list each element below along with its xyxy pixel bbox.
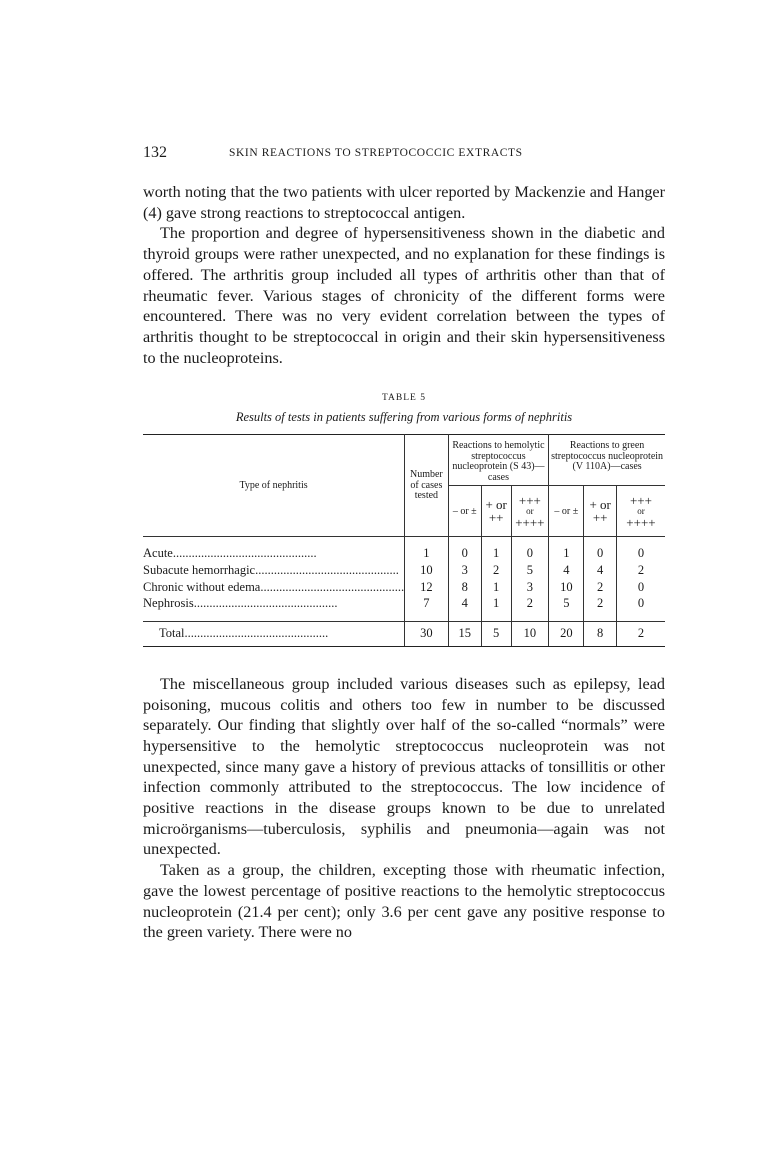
- cell-g-high: 0: [616, 537, 665, 563]
- cell-h-neg: 4: [448, 596, 481, 621]
- cell-number: 10: [405, 562, 449, 579]
- paragraph: worth noting that the two patients with ulcer reported by Mackenzie and Hanger (4) gave strong reactions to streptococcal antigen.: [143, 183, 665, 222]
- running-head: [143, 140, 665, 162]
- header-number: Number of cases tested: [405, 435, 449, 537]
- total-h-high: 10: [511, 621, 549, 646]
- cell-h-high: 0: [511, 537, 549, 563]
- table-caption: Results of tests in patients suffering from various forms of nephritis: [235, 410, 573, 425]
- header-sub-high-bottom: ++++: [626, 514, 656, 530]
- cell-g-neg: 10: [549, 579, 584, 596]
- running-title: SKIN REACTIONS TO STREPTOCOCCIC EXTRACTS: [229, 147, 523, 159]
- cell-g-high: 2: [616, 562, 665, 579]
- cell-h-high: 2: [511, 596, 549, 621]
- header-sub-high-top: +++: [629, 492, 652, 508]
- cell-h-mid: 1: [481, 596, 511, 621]
- table-row-type: Acute..............................................: [143, 546, 317, 561]
- header-sub-mid: + or ++: [584, 486, 616, 537]
- cell-h-neg: 0: [448, 537, 481, 563]
- cell-g-high: 0: [616, 596, 665, 621]
- total-h-neg: 15: [448, 621, 481, 646]
- body-text-top: [143, 182, 665, 368]
- total-g-mid: 8: [584, 621, 616, 646]
- cell-g-mid: 0: [584, 537, 616, 563]
- nephritis-table: [143, 434, 665, 647]
- header-type: Type of nephritis: [239, 480, 308, 492]
- paragraph: The proportion and degree of hypersensitiveness shown in the diabetic and thyroid groups were rather unexpected, and no explanation for these findings is offered. The arthritis group included all types of arthritis other than that of rheumatic fever. Various stages of chronicity of the different forms were encountered. There was no very evident correlation between the types of arthritis thought to be streptococcal in origin and their skin hypersensitiveness to the nucleoproteins.: [143, 224, 665, 367]
- cell-g-mid: 4: [584, 562, 616, 579]
- header-sub-high: [616, 486, 665, 537]
- cell-number: 12: [405, 579, 449, 596]
- total-h-mid: 5: [481, 621, 511, 646]
- cell-g-neg: 4: [549, 562, 584, 579]
- cell-g-neg: 5: [549, 596, 584, 621]
- cell-h-high: 3: [511, 579, 549, 596]
- cell-h-mid: 2: [481, 562, 511, 579]
- total-g-high: 2: [616, 621, 665, 646]
- cell-g-neg: 1: [549, 537, 584, 563]
- cell-number: 1: [405, 537, 449, 563]
- paragraph: The miscellaneous group included various diseases such as epilepsy, lead poisoning, mucous colitis and others too few in number to be discussed separately. Our finding that slightly over half of the so-called “normals” were hypersensitive to the hemolytic streptococcus nucleoprotein was not unexpected, since many gave a history of previous attacks of tonsillitis or other infection commonly attributed to the streptococcus. The low incidence of positive reactions in the disease groups known to be due to unrelated microörganisms—tuberculosis, syphilis and pneumonia—again was not unexpected.: [143, 674, 665, 859]
- cell-h-neg: 3: [448, 562, 481, 579]
- cell-g-mid: 2: [584, 596, 616, 621]
- cell-number: 7: [405, 596, 449, 621]
- header-sub-high-or: or: [637, 505, 645, 516]
- paragraph: Taken as a group, the children, excepting those with rheumatic infection, gave the lowest percentage of positive reactions to the hemolytic streptococcus nucleoprotein (21.4 per cent); only 3.6 per cent gave any positive response to the green variety. There were no: [143, 861, 665, 942]
- body-text-bottom: [143, 674, 665, 943]
- header-sub-neg: – or ±: [448, 486, 481, 537]
- table-total-label: Total..............................................: [143, 621, 405, 646]
- page: [143, 140, 665, 943]
- header-group-hemolytic: Reactions to hemolytic streptococcus nucleoprotein (S 43)—cases: [448, 435, 549, 486]
- table-row-type: Nephrosis..............................................: [143, 596, 338, 611]
- cell-g-high: 0: [616, 579, 665, 596]
- cell-h-neg: 8: [448, 579, 481, 596]
- header-group-green: Reactions to green streptococcus nucleoprotein (V 110A)—cases: [549, 435, 665, 486]
- header-sub-high: [511, 486, 549, 537]
- total-number: 30: [405, 621, 449, 646]
- cell-g-mid: 2: [584, 579, 616, 596]
- cell-h-high: 5: [511, 562, 549, 579]
- cell-h-mid: 1: [481, 537, 511, 563]
- header-sub-mid: + or ++: [481, 486, 511, 537]
- header-sub-neg: – or ±: [549, 486, 584, 537]
- total-g-neg: 20: [549, 621, 584, 646]
- header-sub-high-or: or: [526, 505, 534, 516]
- header-sub-high-bottom: ++++: [515, 514, 545, 530]
- table-row-type: Subacute hemorrhagic..............................................: [143, 563, 399, 578]
- cell-h-mid: 1: [481, 579, 511, 596]
- table-row-type: Chronic without edema..............................................: [143, 580, 405, 595]
- header-sub-high-top: +++: [518, 492, 541, 508]
- table-label: TABLE 5: [382, 393, 426, 404]
- page-number: 132: [143, 144, 167, 161]
